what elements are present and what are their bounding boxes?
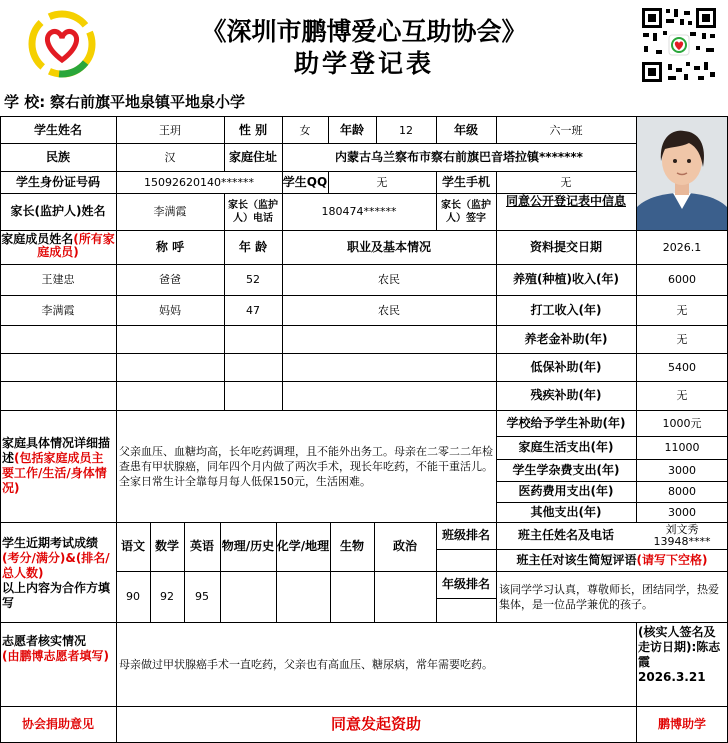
member-name: 李满霞 [41,303,75,317]
page-title: 《深圳市鹏博爱心互助协会》 [201,17,527,46]
finance-label: 残疾补助(年) [530,388,602,402]
finance-label: 低保补助(年) [530,359,602,374]
school-label: 学 校: [4,93,46,111]
guardian-sign-label: 家长（监护人）签字 [441,199,491,224]
family-job-header: 职业及基本情况 [346,239,431,254]
subject-score [276,571,330,622]
address-label: 家庭住址 [228,149,277,164]
member-relation: 爸爸 [159,273,181,286]
subject-score [374,571,436,622]
teacher-name: 刘文秀 [665,522,699,536]
student-name-label: 学生姓名 [33,122,82,137]
student-name: 王玥 [159,123,181,137]
finance-value: 11000 [664,441,700,454]
situation-text: 父亲血压、血糖均高，长年吃药调理，且不能外出务工。母亲在二零二二年检查患有甲状腺癌，同年四个月内做了两次手术，现长年吃药，不能干重活儿。全家日常生计全靠每月每人低保150元，生活困难。 [119,444,493,488]
finance-value: 无 [676,332,688,346]
age-label: 年龄 [339,122,364,137]
family-age-header: 年 龄 [238,239,268,254]
finance-value: 无 [676,389,688,402]
opinion-value: 同意发起资助 [330,715,421,733]
subject-score [330,571,374,622]
subject-score [220,571,276,622]
submit-date-label: 资料提交日期 [529,239,602,254]
address-value: 内蒙古乌兰察布市察右前旗巴音塔拉镇******* [335,149,583,164]
finance-label: 养老金补助(年) [524,331,608,346]
opinion-label: 协会捐助意见 [21,717,94,731]
member-age: 52 [246,273,260,286]
teacher-comment-label-text: 班主任对该生简短评语 [516,552,637,567]
org-signature: 鹏博助学 [657,717,706,731]
finance-label: 家庭生活支出(年) [518,440,614,454]
finance-label: 医药费用支出(年) [518,484,614,498]
guardian-sign-value: 同意公开登记表中信息 [505,193,626,208]
family-name-header-note: (所有家庭成员) [37,232,115,259]
submit-date-value: 2026.1 [662,240,702,254]
situation-label [2,410,114,522]
teacher-comment-label [496,549,728,571]
finance-value: 无 [676,303,688,317]
finance-value: 6000 [668,273,696,286]
subject-score: 95 [195,590,209,603]
qq-label: 学生QQ [282,174,328,189]
subject-header: 政治 [392,539,417,553]
exam-label [2,522,114,622]
grade-label: 年级 [453,122,478,137]
exam-label-text: 学生近期考试成绩 [2,536,99,550]
guardian-phone-value: 180474****** [321,205,397,218]
qr-code-icon [640,6,718,84]
finance-value: 1000元 [662,416,702,430]
finance-value: 5400 [668,360,696,374]
volunteer-text: 母亲做过甲状腺癌手术一直吃药，父亲也有高血压、糖尿病，常年需要吃药。 [119,657,493,671]
finance-label: 学校给予学生补助(年) [506,415,626,430]
subject-header: 语文 [120,539,145,553]
member-job: 农民 [378,273,400,286]
situation-label-text: 家庭具体情况详细描述 [2,436,111,465]
grade-rank-label: 年级排名 [441,577,490,591]
gender-value: 女 [299,123,311,137]
subject-score: 92 [160,590,174,603]
age-value: 12 [399,123,413,137]
family-name-header-text: 家庭成员姓名 [1,232,74,246]
gender-label: 性 别 [238,122,268,137]
teacher-label: 班主任姓名及电话 [517,528,614,542]
finance-label: 打工收入(年) [530,302,602,317]
volunteer-label-text: 志愿者核实情况 [2,634,87,648]
situation-label-note: (包括家庭成员主要工作/生活/身体情况) [2,451,107,495]
exam-label-note: (考分/满分)&(排名/总人数) [2,551,110,580]
member-name: 王建忠 [41,273,75,286]
volunteer-label [2,622,114,706]
member-job: 农民 [378,303,400,317]
finance-label: 学生学杂费支出(年) [512,462,620,477]
exam-label-source: 以上内容为合作方填写 [2,581,111,610]
phone-value: 无 [560,175,572,189]
verifier-name: 陈志霞 [638,640,721,669]
verify-date: 2026.3.21 [638,670,706,684]
teacher-comment: 该同学学习认真，尊敬师长，团结同学，热爱集体，是一位品学兼优的孩子。 [499,582,719,611]
guardian-phone-label: 家长（监护人）电话 [228,199,278,224]
teacher-comment-label-note: (请写下空格) [636,552,708,567]
ethnicity-label: 民族 [45,149,70,164]
family-relation-header: 称 呼 [155,239,185,254]
teacher-contact [636,522,728,549]
subject-header: 英语 [189,539,214,553]
member-relation: 妈妈 [159,303,181,317]
finance-value: 3000 [668,463,696,477]
family-name-header [0,230,116,264]
guardian-label: 家长(监护人)姓名 [10,204,106,218]
id-label: 学生身份证号码 [15,174,100,189]
student-photo-icon [637,117,727,230]
school-name: 察右前旗平地泉镇平地泉小学 [50,93,246,111]
finance-label: 其他支出(年) [530,504,602,519]
guardian-value: 李满霞 [153,205,187,218]
subject-score: 90 [126,590,140,603]
teacher-phone: 13948**** [653,534,711,548]
id-value: 15092620140****** [144,175,254,189]
subject-header: 化学/地理 [276,539,330,553]
finance-label: 养殖(种植)收入(年) [513,272,619,286]
page-subtitle: 助学登记表 [293,49,434,78]
ethnicity-value: 汉 [164,150,176,164]
finance-value: 8000 [668,485,696,498]
subject-header: 数学 [154,539,179,553]
subject-header: 物理/历史 [221,539,275,553]
volunteer-label-note: (由鹏博志愿者填写) [2,649,109,663]
subject-header: 生物 [339,539,364,553]
phone-label: 学生手机 [441,174,490,189]
grade-value: 六一班 [549,123,583,137]
qq-value: 无 [376,175,388,189]
member-age: 47 [246,303,260,317]
class-rank-label: 班级排名 [441,528,490,542]
volunteer-verify [638,622,726,706]
finance-value: 3000 [668,505,696,519]
verify-label: (核实人签名及走访日期): [638,625,716,654]
